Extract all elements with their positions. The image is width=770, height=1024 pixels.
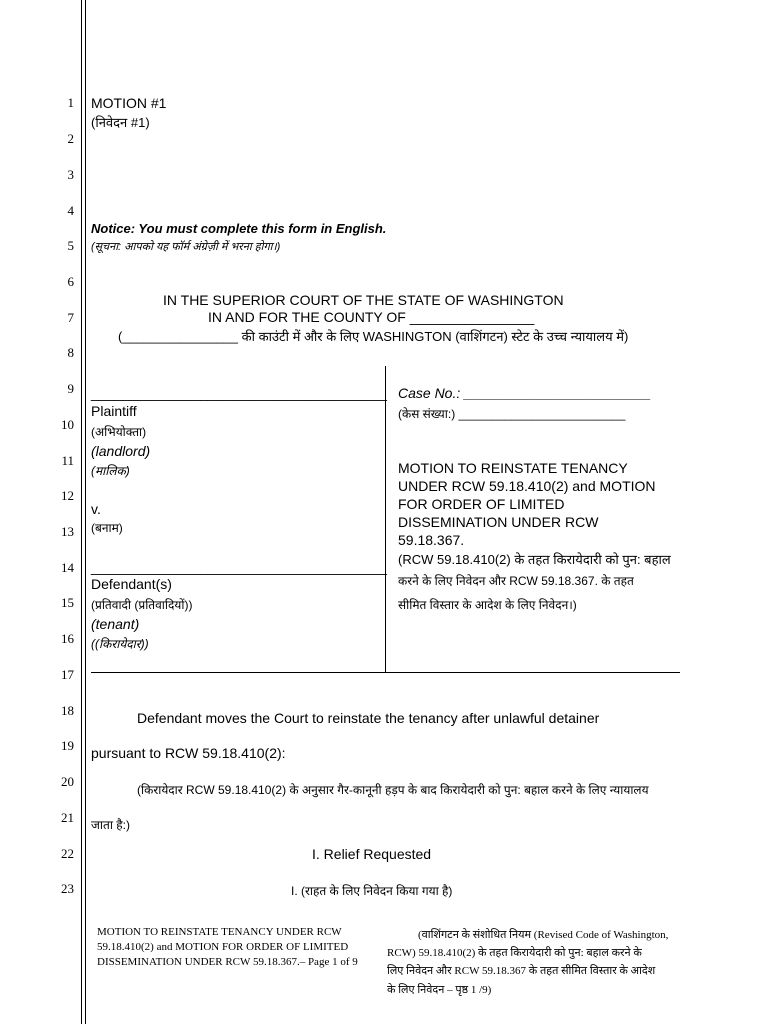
- line-number: 21: [61, 810, 74, 825]
- line-number: 16: [61, 631, 74, 646]
- motion-paragraph-hindi-line-1: (किरायेदार RCW 59.18.410(2) के अनुसार गैर-कानूनी हड़प के बाद किरायेदारी को पुन: बहाल करने के लिए न्यायालय: [137, 783, 649, 797]
- defendant-label: Defendant(s): [91, 576, 172, 592]
- footer-left-line: DISSEMINATION UNDER RCW 59.18.367.– Page 1 of 9: [97, 956, 358, 968]
- line-number: 18: [61, 703, 74, 718]
- case-title-line: 59.18.367.: [398, 532, 465, 548]
- tenant-label: (tenant): [91, 616, 140, 632]
- footer-right-line: के लिए निवेदन – पृष्ठ 1 /9): [387, 984, 492, 996]
- motion-paragraph-line-1: Defendant moves the Court to reinstate the tenancy after unlawful detainer: [137, 710, 600, 726]
- motion-title: MOTION #1: [91, 95, 167, 111]
- section-heading-hindi: I. (राहत के लिए निवेदन किया गया है): [291, 884, 453, 898]
- notice-text: Notice: You must complete this form in English.: [91, 221, 387, 236]
- caption-bottom-rule: [91, 672, 680, 673]
- case-title-line: FOR ORDER OF LIMITED: [398, 496, 565, 512]
- plaintiff-label: Plaintiff: [91, 403, 137, 419]
- versus-label-hindi: (बनाम): [91, 521, 123, 535]
- line-number: 22: [61, 846, 74, 861]
- line-number: 11: [61, 453, 74, 468]
- line-number: 14: [61, 560, 74, 575]
- footer-right-line: लिए निवेदन और RCW 59.18.367 के तहत सीमित विस्तार के आदेश: [387, 965, 656, 977]
- case-title-line: MOTION TO REINSTATE TENANCY: [398, 460, 628, 476]
- line-number: 4: [67, 203, 74, 218]
- court-line-2: IN AND FOR THE COUNTY OF ________________: [208, 309, 535, 325]
- court-line-3-hindi: (________________ की काउंटी में और के लिए WASHINGTON (वाशिंगटन) स्टेट के उच्च न्यायालय में): [118, 329, 629, 344]
- line-number: 13: [61, 524, 74, 539]
- case-title-hindi-line: सीमित विस्तार के आदेश के लिए निवेदन।): [398, 598, 577, 612]
- footer-right-line: RCW) 59.18.410(2) के तहत किरायेदारी को पुन: बहाल करने के: [387, 947, 642, 959]
- line-number: 23: [61, 881, 74, 896]
- left-margin-rule-outer: [81, 0, 82, 1024]
- landlord-label-hindi: (मालिक): [91, 464, 130, 478]
- line-number: 20: [61, 774, 74, 789]
- motion-paragraph-line-2: pursuant to RCW 59.18.410(2):: [91, 745, 286, 761]
- case-title-hindi-line: करने के लिए निवेदन और RCW 59.18.367. के तहत: [398, 574, 634, 588]
- motion-paragraph-hindi-line-2: जाता है:): [91, 818, 130, 832]
- case-number-field-hindi: (केस संख्या:) _________________________: [398, 407, 626, 421]
- line-number: 17: [61, 667, 74, 682]
- versus-label: v.: [91, 501, 101, 517]
- line-number: 10: [61, 417, 74, 432]
- footer-left-line: MOTION TO REINSTATE TENANCY UNDER RCW: [97, 926, 342, 938]
- line-number: 1: [67, 95, 74, 110]
- line-number: 8: [67, 345, 74, 360]
- line-number: 19: [61, 738, 74, 753]
- footer-left-line: 59.18.410(2) and MOTION FOR ORDER OF LIMITED: [97, 941, 349, 953]
- footer-right-line: (वाशिंगटन के संशोधित नियम (Revised Code of Washington,: [418, 929, 669, 941]
- line-number: 3: [67, 167, 74, 182]
- section-heading: I. Relief Requested: [312, 846, 432, 862]
- plaintiff-blank-line: ______________________________________: [91, 385, 387, 401]
- motion-title-hindi: (निवेदन #1): [91, 115, 150, 130]
- court-line-1: IN THE SUPERIOR COURT OF THE STATE OF WASHINGTON: [163, 292, 564, 308]
- line-number: 6: [67, 274, 74, 289]
- landlord-label: (landlord): [91, 443, 151, 459]
- case-title-line: UNDER RCW 59.18.410(2) and MOTION: [398, 478, 656, 494]
- line-number: 12: [61, 488, 74, 503]
- line-number: 2: [67, 131, 74, 146]
- line-number: 9: [67, 381, 74, 396]
- case-number-field: Case No.: ________________________: [398, 385, 652, 401]
- defendant-label-hindi: (प्रतिवादी (प्रतिवादियों)): [91, 598, 193, 612]
- case-title-hindi-line: (RCW 59.18.410(2) के तहत किरायेदारी को पुन: बहाल: [398, 552, 671, 567]
- left-margin-rule-inner: [85, 0, 86, 1024]
- caption-vertical-divider: [385, 366, 386, 672]
- tenant-label-hindi: ((किरायेदार)): [91, 637, 149, 651]
- line-number: 7: [67, 310, 74, 325]
- line-number: 15: [61, 595, 74, 610]
- line-number: 5: [67, 238, 74, 253]
- plaintiff-label-hindi: (अभियोक्ता): [91, 425, 147, 439]
- notice-text-hindi: (सूचना: आपको यह फॉर्म अंग्रेज़ी में भरना होगा।): [91, 241, 281, 253]
- defendant-blank-line: ______________________________________: [91, 559, 387, 575]
- case-title-line: DISSEMINATION UNDER RCW: [398, 514, 599, 530]
